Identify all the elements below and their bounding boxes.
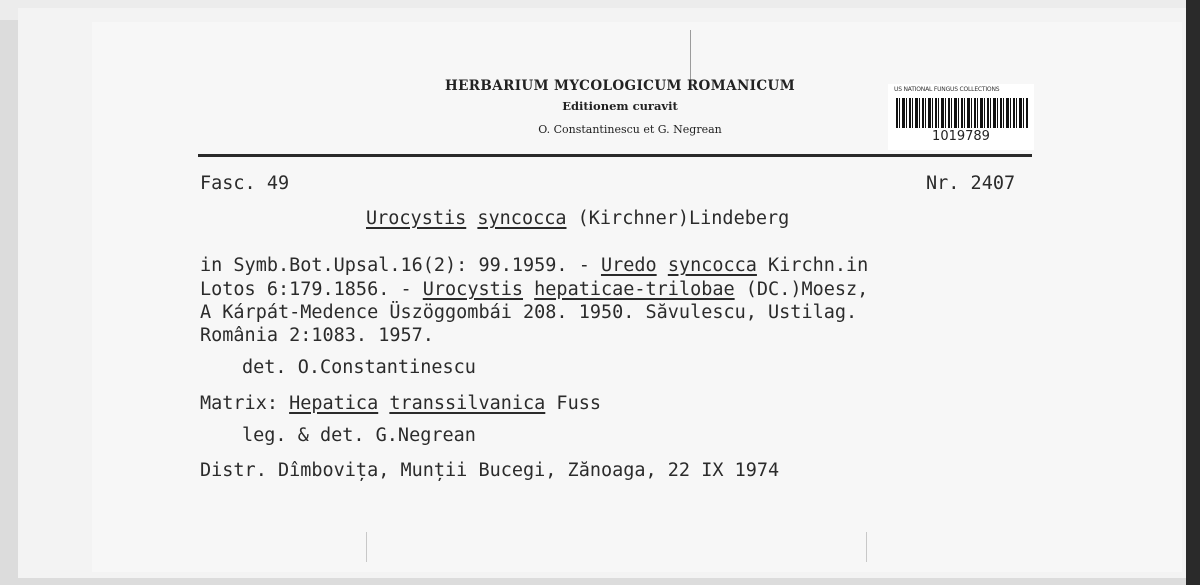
card-crease-right [866, 532, 867, 562]
matrix-epithet: transsilvanica [389, 393, 546, 414]
distribution-locality: Distr. Dîmbovița, Munții Bucegi, Zănoaga, 22 IX 1974 [200, 460, 780, 481]
barcode-number: 1019789 [932, 129, 990, 144]
citation-2-prefix: Lotos 6:179.1856. - [200, 279, 423, 300]
citation-1-suffix: Kirchn.in [756, 255, 869, 276]
herbarium-title: HERBARIUM MYCOLOGICUM ROMANICUM [444, 78, 796, 94]
citation-1-epithet: syncocca [667, 255, 757, 276]
barcode-collection-name: US NATIONAL FUNGUS COLLECTIONS [894, 86, 1000, 93]
scan-right-edge [1186, 0, 1200, 585]
citation-line-1 [200, 255, 868, 276]
barcode-sticker [888, 84, 1034, 150]
header-divider [198, 154, 1032, 157]
citation-line-4: România 2:1083. 1957. [200, 325, 434, 346]
citation-2-suffix: (DC.)Moesz, [734, 279, 869, 300]
citation-2-genus: Urocystis [422, 279, 524, 300]
species-epithet: syncocca [477, 208, 567, 229]
determiner: det. O.Constantinescu [242, 357, 476, 378]
species-genus: Urocystis [366, 208, 467, 229]
matrix-prefix: Matrix: [200, 393, 290, 414]
citation-1-genus: Uredo [600, 255, 657, 276]
matrix-author: Fuss [545, 393, 601, 414]
citation-1-prefix: in Symb.Bot.Upsal.16(2): 99.1959. - [200, 255, 601, 276]
label-fold-line [690, 30, 691, 82]
species-name [366, 208, 789, 229]
exsiccata-number: Nr. 2407 [926, 173, 1016, 194]
barcode-icon [896, 98, 1028, 128]
label-header [400, 78, 840, 136]
citation-line-2 [200, 279, 868, 300]
species-author: (Kirchner)Lindeberg [566, 208, 790, 229]
fascicle-number: Fasc. 49 [200, 173, 290, 194]
citation-2-epithet: hepaticae-trilobae [534, 279, 735, 300]
card-crease-left [366, 532, 367, 562]
editor-names: O. Constantinescu et G. Negrean [538, 123, 722, 136]
matrix-genus: Hepatica [289, 393, 379, 414]
citation-line-3: A Kárpát-Medence Üszöggombái 208. 1950. Săvulescu, Ustilag. [200, 302, 858, 323]
editor-caption: Editionem curavit [562, 99, 678, 113]
matrix-line [200, 393, 601, 414]
collector: leg. & det. G.Negrean [242, 425, 476, 446]
